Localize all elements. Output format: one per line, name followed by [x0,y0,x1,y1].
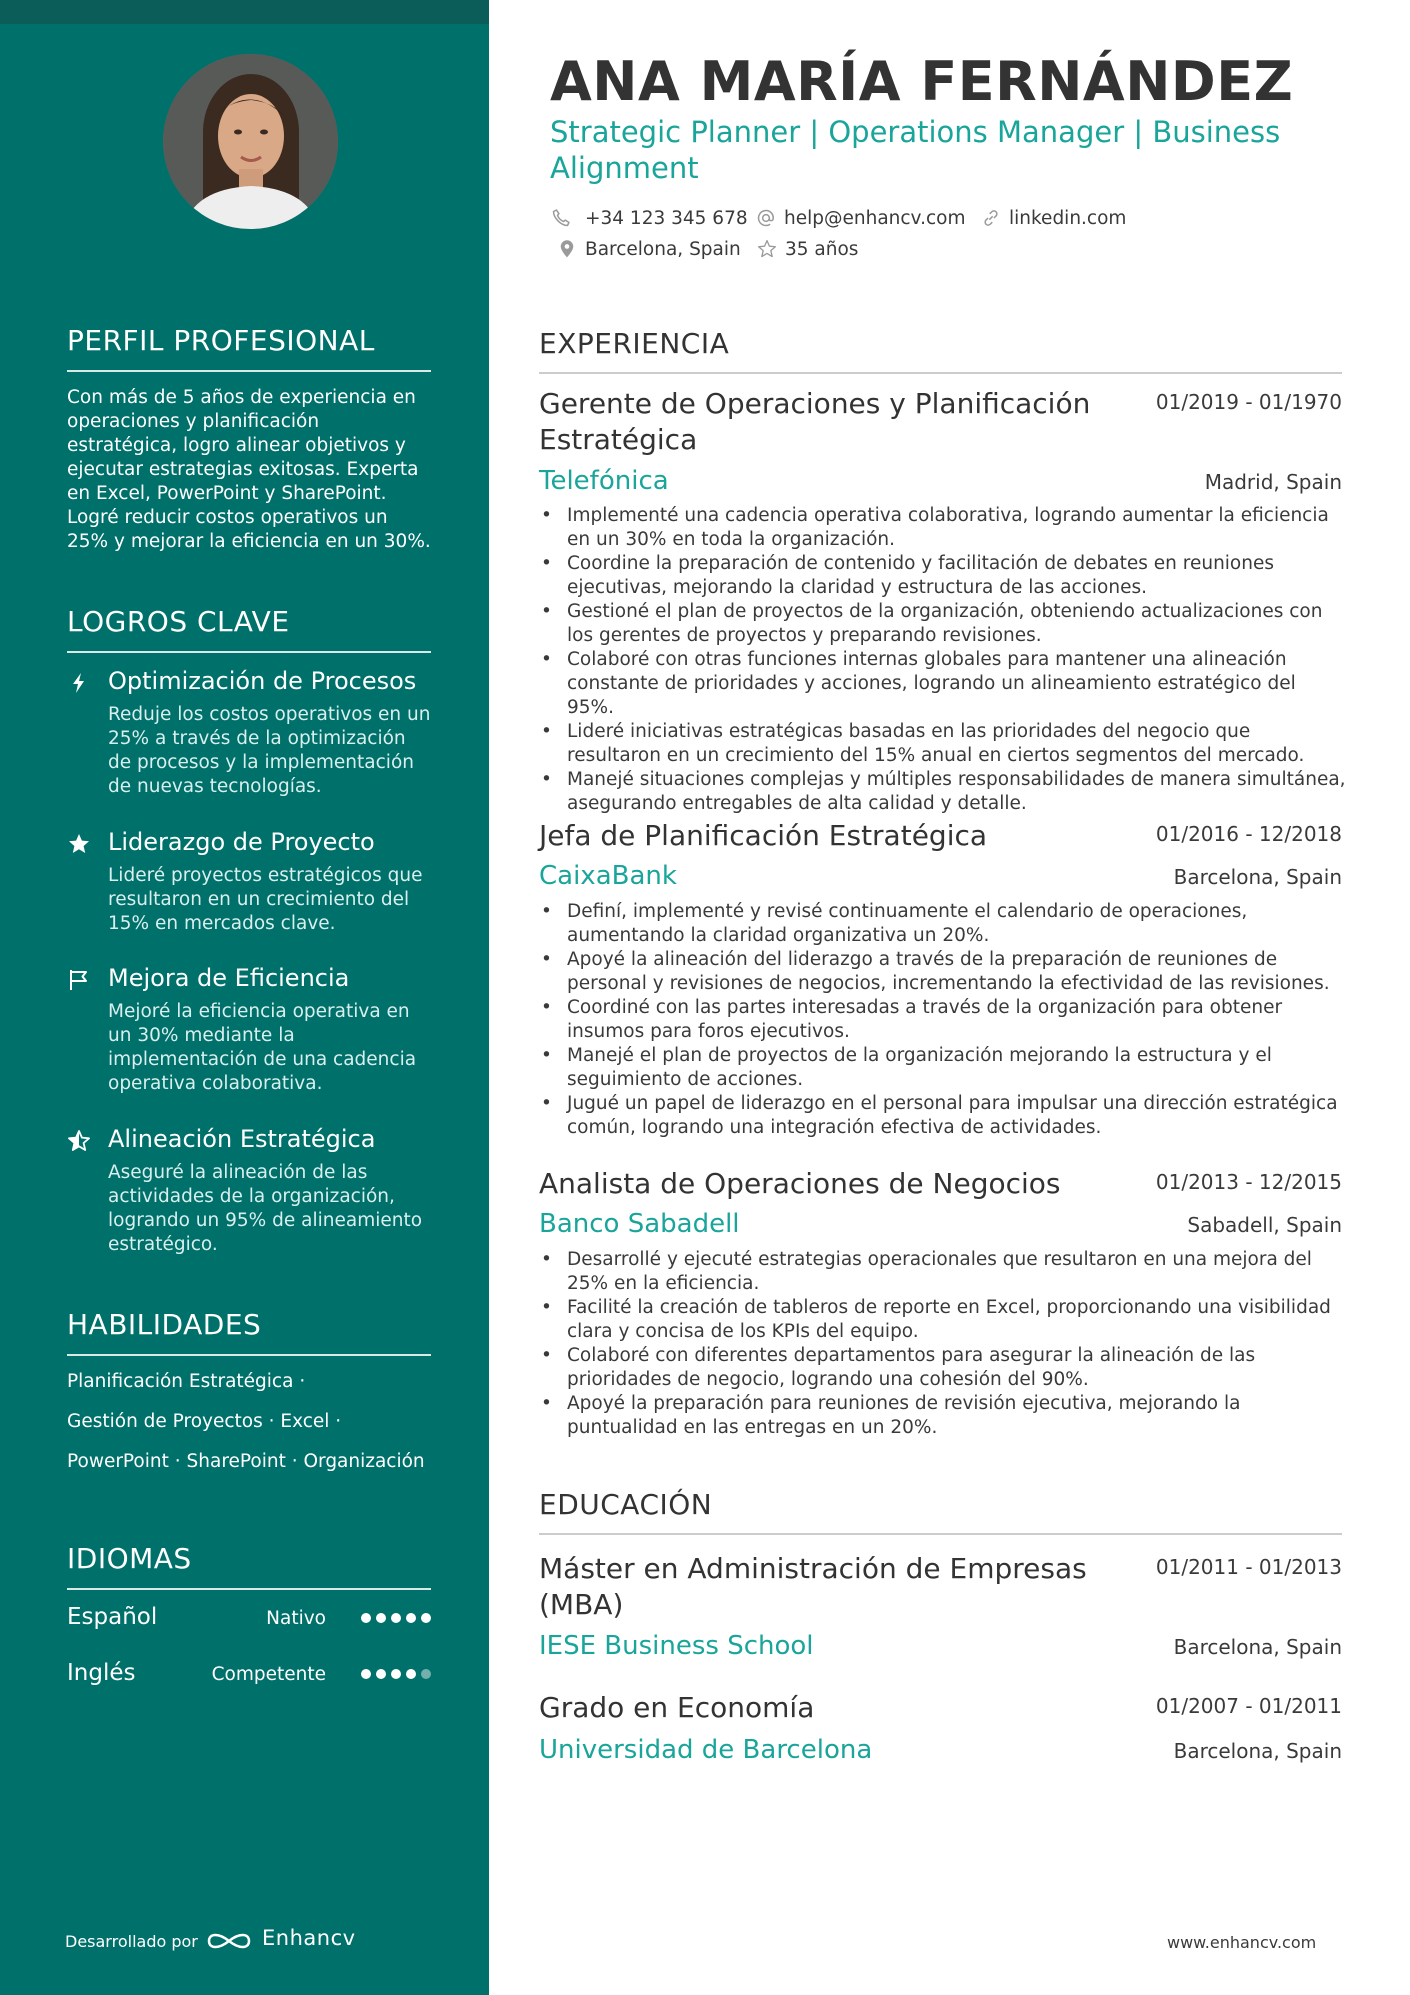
job-bullet: • Colaboré con otras funciones internas globales para mantener una alineación constante de prioridades y acciones, logrando un alineamiento estratégico del 95%. [539,648,1347,720]
email-icon [756,208,776,228]
rating-dot [406,1669,416,1679]
achievement-title: Alineación Estratégica [108,1125,376,1153]
profile-photo [163,54,338,229]
rating-dot [361,1613,371,1623]
job-bullet: • Apoyé la alineación del liderazgo a través de la preparación de reuniones de personal y revisiones de negocios, incrementando la efectividad de las revisiones. [539,948,1347,996]
job-bullet: • Implementé una cadencia operativa colaborativa, logrando aumentar la eficiencia en un 30% en toda la organización. [539,504,1347,552]
job-bullet: • Facilité la creación de tableros de reporte en Excel, proporcionando una visibilidad clara y concisa de los KPIs del equipo. [539,1296,1347,1344]
job-bullet: • Definí, implementé y revisé continuamente el calendario de operaciones, aumentando la claridad organizativa un 20%. [539,900,1347,948]
job-bullets [539,504,1347,816]
language-name: Español [67,1604,158,1630]
skills-section-title: HABILIDADES [67,1308,262,1341]
school-name: IESE Business School [539,1631,814,1661]
rating-dot [391,1669,401,1679]
skills-line: PowerPoint · SharePoint · Organización [67,1451,425,1472]
half-star-icon [67,1129,91,1153]
profile-divider [67,370,431,372]
phone-text: +34 123 345 678 [585,208,748,229]
skills-line: Planificación Estratégica · [67,1371,306,1392]
rating-dot [361,1669,371,1679]
language-row [67,1660,431,1690]
degree-dates: 01/2007 - 01/2011 [1155,1694,1342,1718]
achievement-description: Lideré proyectos estratégicos que resultaron en un crecimiento del 15% en mercados clave. [108,865,423,934]
rating-dot [421,1613,431,1623]
language-name: Inglés [67,1660,136,1686]
email-text[interactable]: help@enhancv.com [784,208,966,229]
rating-dot [406,1613,416,1623]
job-location: Sabadell, Spain [1187,1213,1342,1237]
school-location: Barcelona, Spain [1173,1635,1342,1659]
enhancv-brand-name: Enhancv [262,1926,356,1950]
flag-icon [67,968,91,992]
language-level: Nativo [266,1608,326,1629]
profile-section-title: PERFIL PROFESIONAL [67,324,375,357]
job-bullet: • Lideré iniciativas estratégicas basadas en las prioridades del negocio que resultaron en un crecimiento del 15% anual en ciertos segmentos del mercado. [539,720,1347,768]
language-row [67,1604,431,1634]
star-outline-icon [757,239,777,259]
achievement-description: Mejoré la eficiencia operativa en un 30% mediante la implementación de una cadencia operativa colaborativa. [108,1001,417,1094]
job-company: Telefónica [539,466,669,496]
phone-icon [551,208,571,228]
achievement-description: Aseguré la alineación de las actividades de la organización, logrando un 95% de alineamiento estratégico. [108,1162,423,1255]
sidebar-top-bar [0,0,489,24]
rating-dot [391,1613,401,1623]
location-pin-icon [557,239,577,259]
education-section-title: EDUCACIÓN [539,1488,713,1521]
job-bullet: • Jugué un papel de liderazgo en el personal para impulsar una dirección estratégica común, logrando una integración efectiva de actividades. [539,1092,1347,1140]
degree-dates: 01/2011 - 01/2013 [1155,1555,1342,1579]
job-bullet: • Gestioné el plan de proyectos de la organización, obteniendo actualizaciones con los gerentes de proyectos y preparando revisiones. [539,600,1347,648]
experience-section-title: EXPERIENCIA [539,327,730,360]
languages-divider [67,1588,431,1590]
job-bullets [539,1248,1347,1440]
rating-dot [376,1669,386,1679]
experience-divider [539,372,1342,374]
job-bullet: • Desarrollé y ejecuté estrategias operacionales que resultaron en una mejora del 25% en la eficiencia. [539,1248,1347,1296]
job-bullet: • Coordiné con las partes interesadas a través de la organización para obtener insumos para foros ejecutivos. [539,996,1347,1044]
job-location: Barcelona, Spain [1173,865,1342,889]
job-bullet: • Manejé situaciones complejas y múltiples responsabilidades de manera simultánea, asegurando entregables de alta calidad y detalle. [539,768,1347,816]
achievement-title: Optimización de Procesos [108,667,417,695]
language-rating [361,1669,431,1679]
achievement-title: Liderazgo de Proyecto [108,828,375,856]
job-dates: 01/2019 - 01/1970 [1155,390,1342,414]
achievements-divider [67,651,431,653]
job-company: CaixaBank [539,861,677,891]
age-text: 35 años [785,239,859,260]
job-location: Madrid, Spain [1204,470,1342,494]
job-bullet: • Apoyé la preparación para reuniones de revisión ejecutiva, mejorando la puntualidad en las entregas en un 20%. [539,1392,1347,1440]
job-dates: 01/2013 - 12/2015 [1155,1170,1342,1194]
job-title: Analista de Operaciones de Negocios [539,1167,1061,1200]
enhancv-logo-icon [205,1928,253,1954]
school-location: Barcelona, Spain [1173,1739,1342,1763]
job-bullet: • Colaboré con diferentes departamentos para asegurar la alineación de las prioridades de negocio, logrando una cohesión del 90%. [539,1344,1347,1392]
lightning-icon [67,671,91,695]
education-divider [539,1533,1342,1535]
language-rating [361,1613,431,1623]
candidate-name: ANA MARÍA FERNÁNDEZ [550,50,1294,113]
rating-dot [421,1669,431,1679]
candidate-subtitle: Strategic Planner | Operations Manager | Business Alignment [550,115,1281,185]
languages-section-title: IDIOMAS [67,1542,192,1575]
job-title: Jefa de Planificación Estratégica [539,819,988,852]
job-bullet: • Coordine la preparación de contenido y facilitación de debates en reuniones ejecutivas, mejorando la claridad y estructura de las acciones. [539,552,1347,600]
job-bullet: • Manejé el plan de proyectos de la organización mejorando la estructura y el seguimiento de acciones. [539,1044,1347,1092]
achievement-description: Reduje los costos operativos en un 25% a través de la optimización de procesos y la implementación de nuevas tecnologías. [108,704,431,797]
location-text: Barcelona, Spain [585,239,741,260]
job-company: Banco Sabadell [539,1209,740,1239]
sidebar [0,0,489,1995]
job-bullets [539,900,1347,1140]
link-icon [981,208,1001,228]
degree-title: Grado en Economía [539,1691,815,1724]
achievement-title: Mejora de Eficiencia [108,964,350,992]
star-icon [67,832,91,856]
rating-dot [376,1613,386,1623]
skills-divider [67,1354,431,1356]
achievements-section-title: LOGROS CLAVE [67,605,290,638]
job-title: Gerente de Operaciones y Planificación Estratégica [539,387,1091,456]
degree-title: Máster en Administración de Empresas (MBA) [539,1552,1087,1621]
footer-url[interactable]: www.enhancv.com [1167,1933,1317,1952]
powered-by-label: Desarrollado por [65,1932,198,1951]
skills-line: Gestión de Proyectos · Excel · [67,1411,342,1432]
job-dates: 01/2016 - 12/2018 [1155,822,1342,846]
profile-text: Con más de 5 años de experiencia en operaciones y planificación estratégica, logro alinear objetivos y ejecutar estrategias exitosas. Experta en Excel, PowerPoint y SharePoint. Logré reducir costos operativos un 25% y mejorar la eficiencia en un 30%. [67,387,431,552]
school-name: Universidad de Barcelona [539,1735,873,1765]
language-level: Competente [211,1664,326,1685]
linkedin-text[interactable]: linkedin.com [1009,208,1127,229]
